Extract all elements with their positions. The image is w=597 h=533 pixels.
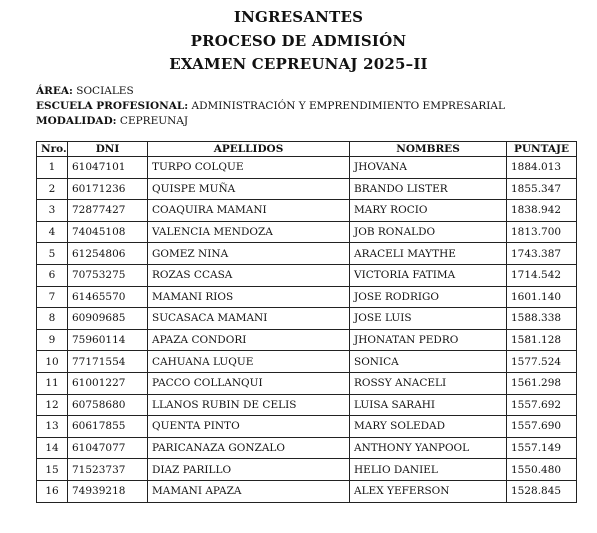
table-row	[37, 351, 577, 373]
cell-nro: 10	[37, 351, 68, 373]
table-row	[37, 221, 577, 243]
cell-dni: 60909685	[68, 308, 148, 330]
cell-nombres: BRANDO LISTER	[350, 178, 507, 200]
cell-dni: 61254806	[68, 243, 148, 265]
cell-dni: 75960114	[68, 329, 148, 351]
cell-nombres: ROSSY ANACELI	[350, 372, 507, 394]
cell-dni: 70753275	[68, 264, 148, 286]
cell-apellidos: LLANOS RUBIN DE CELIS	[148, 394, 350, 416]
cell-dni: 61001227	[68, 372, 148, 394]
cell-nro: 7	[37, 286, 68, 308]
area-value: SOCIALES	[76, 85, 134, 97]
table-row	[37, 329, 577, 351]
cell-nro: 5	[37, 243, 68, 265]
ingresantes-table	[36, 141, 577, 503]
cell-apellidos: QUENTA PINTO	[148, 416, 350, 438]
cell-dni: 61465570	[68, 286, 148, 308]
escuela-label: ESCUELA PROFESIONAL:	[36, 100, 189, 112]
cell-apellidos: VALENCIA MENDOZA	[148, 221, 350, 243]
col-header-dni: DNI	[68, 142, 148, 157]
table-row	[37, 372, 577, 394]
cell-puntaje: 1884.013	[507, 157, 577, 179]
area-line	[36, 85, 134, 98]
cell-puntaje: 1813.700	[507, 221, 577, 243]
cell-dni: 77171554	[68, 351, 148, 373]
cell-apellidos: CAHUANA LUQUE	[148, 351, 350, 373]
cell-puntaje: 1577.524	[507, 351, 577, 373]
table-row	[37, 200, 577, 222]
cell-puntaje: 1550.480	[507, 459, 577, 481]
title-examen: EXAMEN CEPREUNAJ 2025–II	[169, 55, 428, 73]
cell-puntaje: 1838.942	[507, 200, 577, 222]
cell-dni: 71523737	[68, 459, 148, 481]
cell-nombres: ALEX YEFERSON	[350, 480, 507, 502]
cell-nro: 12	[37, 394, 68, 416]
cell-puntaje: 1855.347	[507, 178, 577, 200]
cell-nombres: MARY SOLEDAD	[350, 416, 507, 438]
cell-nro: 2	[37, 178, 68, 200]
table-header-row	[37, 142, 577, 157]
table-row	[37, 416, 577, 438]
cell-puntaje: 1561.298	[507, 372, 577, 394]
cell-nombres: JHONATAN PEDRO	[350, 329, 507, 351]
table-row	[37, 459, 577, 481]
cell-nro: 15	[37, 459, 68, 481]
cell-puntaje: 1528.845	[507, 480, 577, 502]
cell-puntaje: 1557.692	[507, 394, 577, 416]
cell-apellidos: DIAZ PARILLO	[148, 459, 350, 481]
cell-apellidos: PACCO COLLANQUI	[148, 372, 350, 394]
cell-nro: 3	[37, 200, 68, 222]
cell-dni: 61047077	[68, 437, 148, 459]
title-proceso-admision: PROCESO DE ADMISIÓN	[190, 32, 407, 50]
cell-apellidos: MAMANI RIOS	[148, 286, 350, 308]
cell-puntaje: 1588.338	[507, 308, 577, 330]
cell-puntaje: 1714.542	[507, 264, 577, 286]
cell-dni: 61047101	[68, 157, 148, 179]
cell-dni: 74939218	[68, 480, 148, 502]
cell-apellidos: APAZA CONDORI	[148, 329, 350, 351]
table-row	[37, 437, 577, 459]
table-row	[37, 243, 577, 265]
cell-puntaje: 1557.690	[507, 416, 577, 438]
cell-nro: 1	[37, 157, 68, 179]
escuela-value: ADMINISTRACIÓN Y EMPRENDIMIENTO EMPRESARIAL	[191, 100, 505, 112]
cell-nro: 8	[37, 308, 68, 330]
cell-puntaje: 1557.149	[507, 437, 577, 459]
table-row	[37, 480, 577, 502]
col-header-puntaje: PUNTAJE	[507, 142, 577, 157]
cell-dni: 60617855	[68, 416, 148, 438]
cell-nombres: VICTORIA FATIMA	[350, 264, 507, 286]
cell-nro: 14	[37, 437, 68, 459]
cell-dni: 60758680	[68, 394, 148, 416]
cell-apellidos: SUCASACA MAMANI	[148, 308, 350, 330]
cell-puntaje: 1581.128	[507, 329, 577, 351]
cell-nro: 11	[37, 372, 68, 394]
cell-puntaje: 1601.140	[507, 286, 577, 308]
escuela-line	[36, 100, 505, 113]
table-row	[37, 286, 577, 308]
cell-dni: 74045108	[68, 221, 148, 243]
table-body	[37, 157, 577, 503]
cell-nombres: ARACELI MAYTHE	[350, 243, 507, 265]
cell-nombres: JHOVANA	[350, 157, 507, 179]
modalidad-value: CEPREUNAJ	[119, 115, 189, 127]
modalidad-label: MODALIDAD:	[36, 115, 117, 127]
title-ingresantes: INGRESANTES	[233, 8, 364, 26]
table-row	[37, 394, 577, 416]
cell-puntaje: 1743.387	[507, 243, 577, 265]
cell-apellidos: PARICANAZA GONZALO	[148, 437, 350, 459]
cell-nro: 13	[37, 416, 68, 438]
cell-nombres: JOB RONALDO	[350, 221, 507, 243]
cell-nro: 16	[37, 480, 68, 502]
cell-nombres: SONICA	[350, 351, 507, 373]
cell-nombres: MARY ROCIO	[350, 200, 507, 222]
cell-apellidos: QUISPE MUÑA	[148, 178, 350, 200]
cell-nombres: LUISA SARAHI	[350, 394, 507, 416]
col-header-nombres: NOMBRES	[350, 142, 507, 157]
table-row	[37, 308, 577, 330]
cell-dni: 60171236	[68, 178, 148, 200]
cell-apellidos: GOMEZ NINA	[148, 243, 350, 265]
cell-nombres: HELIO DANIEL	[350, 459, 507, 481]
table-row	[37, 178, 577, 200]
table-row	[37, 157, 577, 179]
cell-nombres: JOSE RODRIGO	[350, 286, 507, 308]
cell-dni: 72877427	[68, 200, 148, 222]
cell-nombres: ANTHONY YANPOOL	[350, 437, 507, 459]
cell-apellidos: ROZAS CCASA	[148, 264, 350, 286]
cell-nro: 6	[37, 264, 68, 286]
area-label: ÁREA:	[36, 85, 73, 97]
cell-nro: 9	[37, 329, 68, 351]
table-row	[37, 264, 577, 286]
cell-nombres: JOSE LUIS	[350, 308, 507, 330]
col-header-nro: Nro.	[37, 142, 68, 157]
col-header-apellidos: APELLIDOS	[148, 142, 350, 157]
cell-apellidos: MAMANI APAZA	[148, 480, 350, 502]
cell-apellidos: COAQUIRA MAMANI	[148, 200, 350, 222]
cell-apellidos: TURPO COLQUE	[148, 157, 350, 179]
modalidad-line	[36, 115, 188, 128]
cell-nro: 4	[37, 221, 68, 243]
